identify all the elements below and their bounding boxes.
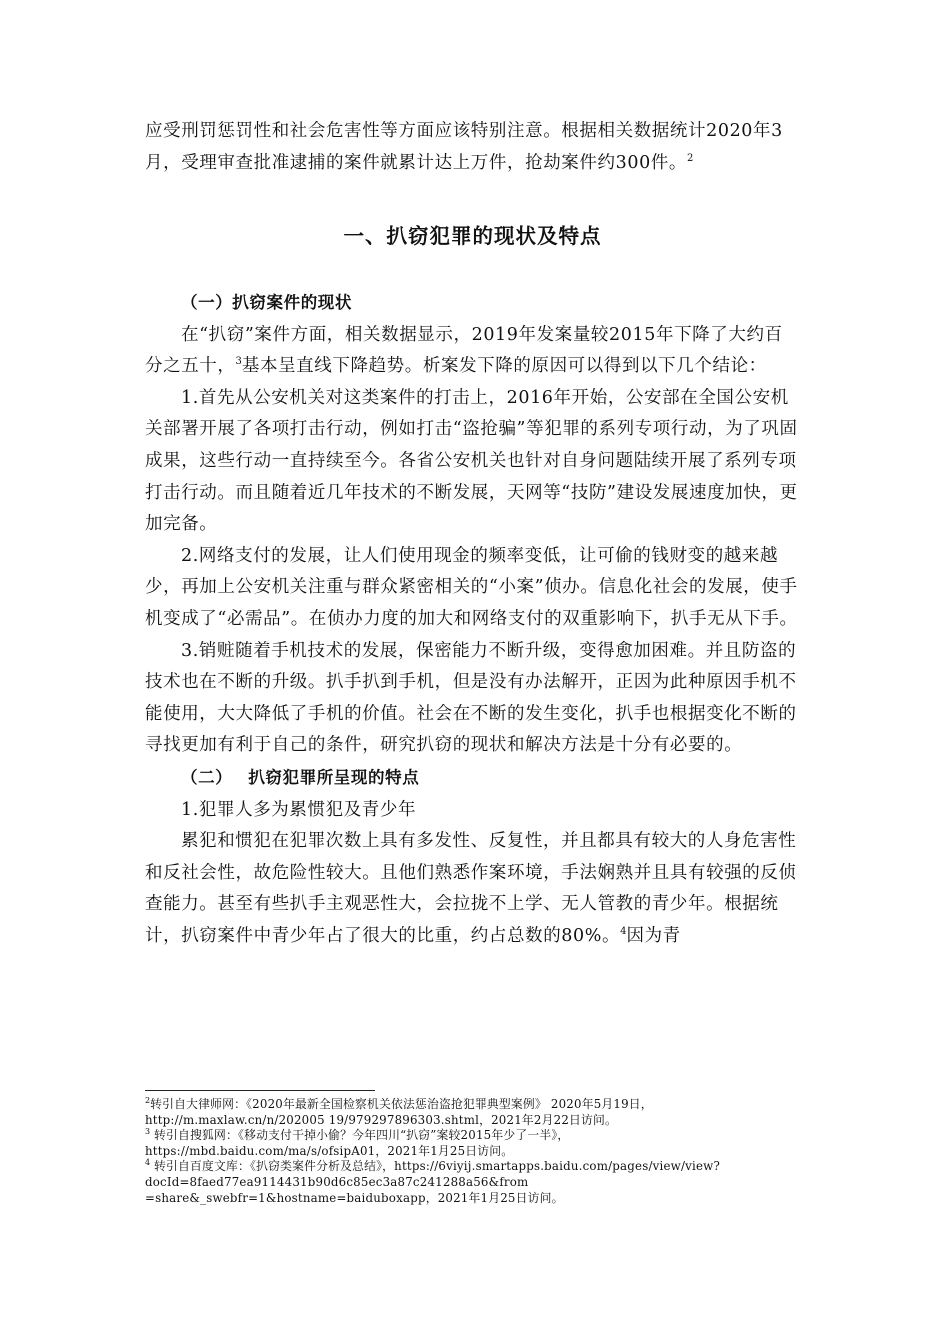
footnote-separator: [145, 1090, 375, 1091]
footnotes: [145, 1097, 805, 1206]
section-1-paragraph-4: 3.销赃随着手机技术的发展，保密能力不断升级，变得愈加困难。并且防盗的技术也在不断的升级。扒手扒到手机，但是没有办法解开，正因为此种原因手机不能使用，大大降低了手机的价值。社会在不断的发生变化，扒手也根据变化不断的寻找更加有利于自己的条件，研究扒窃的现状和解决方法是十分有必要的。: [145, 640, 797, 756]
footnote-ref-4[interactable]: 4: [620, 925, 627, 937]
footnote-text: 转引自百度文库：《扒窃类案件分析及总结》，https://6viyij.smartapps.baidu.com/pages/view/view?docId=8faed77ea9114431b90d6c85ec3a87c241288a56&from =share&_swebfr=1&hostname=baiduboxapp，2021年1月25日访问。: [145, 1159, 720, 1205]
section-1-paragraph-1: [145, 320, 800, 383]
footnote-ref-3[interactable]: 3: [235, 356, 242, 368]
chapter-heading: 一、扒窃犯罪的现状及特点: [343, 224, 602, 248]
section-1-paragraph-2: 1.首先从公安机关对这类案件的打击上，2016年开始，公安部在全国公安机关部署开展了各项打击行动，例如打击“盗抢骗”等犯罪的系列专项行动，为了巩固成果，这些行动一直持续至今。各省公安机关也针对自身问题陆续开展了系列专项打击行动。而且随着近几年技术的不断发展，天网等“技防”建设发展速度加快，更加完备。: [145, 387, 798, 535]
footnote-ref-2[interactable]: 2: [687, 152, 694, 164]
section-2-heading-number: （二）: [181, 767, 233, 787]
footnote-number: 3: [145, 1127, 151, 1137]
footnote-text: 转引自搜狐网：《移动支付干掉小偷？今年四川“扒窃”案较2015年少了一半》，https://mbd.baidu.com/ma/s/ofsipA01，2021年1月25日访问。: [145, 1128, 570, 1158]
section-2-p1-text-a: 累犯和惯犯在犯罪次数上具有多发性、反复性，并且都具有较大的人身危害性和反社会性，故危险性较大。且他们熟悉作案环境，手法娴熟并且具有较强的反侦查能力。甚至有些扒手主观恶性大，会拉拢不上学、无人管教的青少年。根据统计，扒窃案件中青少年占了很大的比重，约占总数的80%。: [145, 831, 797, 946]
footnote-number: 2: [145, 1096, 151, 1105]
section-2-heading-line: [145, 762, 800, 795]
intro-text: 应受刑罚惩罚性和社会危害性等方面应该特别注意。根据相关数据统计2020年3月，受理审查批准逮捕的案件就累计达上万件，抢劫案件约300件。: [145, 121, 783, 173]
section-2-paragraph-1: [145, 826, 800, 952]
footnote-text: 转引自大律师网：《2020年最新全国检察机关依法惩治盗抢犯罪典型案例》 2020年5月19日，http://m.maxlaw.cn/n/202005 19/979297896303.shtml，2021年2月22日访问。: [145, 1097, 653, 1127]
footnote-2: [145, 1097, 805, 1128]
footnote-3: [145, 1128, 805, 1159]
section-1-heading-line: [145, 287, 800, 320]
footnote-number: 4: [145, 1158, 151, 1168]
intro-block: [145, 116, 800, 179]
section-2-p1-text-b: 因为青: [626, 925, 681, 946]
main-body: [145, 287, 800, 952]
section-1-heading: （一）扒窃案件的现状: [181, 293, 352, 312]
section-1-paragraph-3: 2.网络支付的发展，让人们使用现金的频率变低，让可偷的钱财变的越来越少，再加上公安机关注重与群众紧密相关的“小案”侦办。信息化社会的发展，使手机变成了“必需品”。在侦办力度的加大和网络支付的双重影响下，扒手无从下手。: [145, 545, 798, 629]
section-2-subheading: 1.犯罪人多为累惯犯及青少年: [181, 799, 417, 820]
intro-paragraph: [145, 116, 800, 179]
footnote-4: [145, 1159, 805, 1206]
section-1-p1-text-a: 在“扒窃”案件方面，相关数据显示，2019年发案量较2015年下降了大约百分之五十，: [145, 324, 783, 377]
section-1-p1-text-b: 基本呈直线下降趋势。析案发下降的原因可以得到以下几个结论：: [241, 356, 767, 377]
section-2-heading-title: 扒窃犯罪所呈现的特点: [248, 767, 420, 787]
